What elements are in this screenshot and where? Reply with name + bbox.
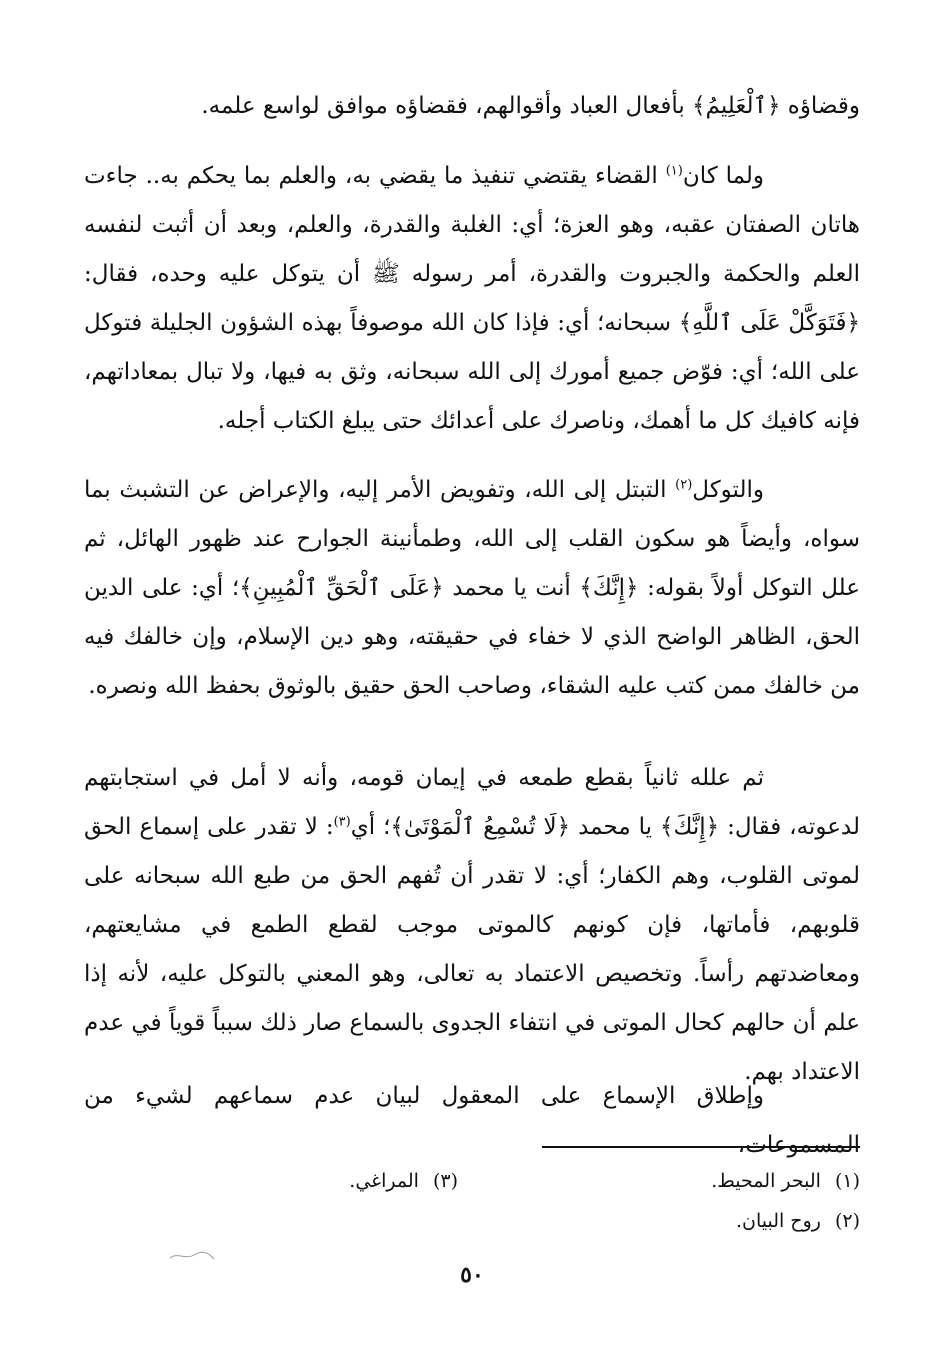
paragraph-3-text-start: والتوكل [692,477,764,503]
footnote-ref-3: (٣) [333,814,351,830]
paragraph-1-text: وقضاؤه ﴿ٱلْعَلِيمُ﴾ بأفعال العباد وأقوالهم، فقضاؤه موافق لواسع علمه. [201,93,860,119]
footnote-1-number: (١) [834,1170,860,1192]
paragraph-1 [84,82,860,131]
footnote-ref-2: (٢) [675,477,693,493]
paragraph-5 [84,1072,860,1170]
footnote-3 [349,1168,458,1194]
paragraph-2 [84,152,860,446]
footnote-1 [711,1168,860,1194]
footnote-3-number: (٣) [432,1170,458,1192]
footnote-3-text: المراغي. [349,1170,419,1192]
footnote-2-text: روح البيان. [735,1210,821,1232]
page-number: ٥٠ [460,1262,484,1288]
footnote-2 [736,1208,860,1234]
footnote-1-text: البحر المحيط. [711,1170,821,1192]
paragraph-2-text-start: ولما كان [682,163,764,189]
footnote-separator [542,1146,860,1148]
paragraph-2-text-rest: القضاء يقتضي تنفيذ ما يقضي به، والعلم بما يحكم به.. جاءت هاتان الصفتان عقبه، وهو العزة؛ أي: الغلبة والقدرة، والعلم، وبعد أن أثبت لنفسه العلم والحكمة والجبروت والقدرة، أمر رسوله ﷺ أن يتوكل عليه وحده، فقال: ﴿فَتَوَكَّلْ عَلَى ٱللَّهِ﴾ سبحانه؛ أي: فإذا كان الله موصوفاً بهذه الشؤون الجليلة فتوكل على الله؛ أي: فوّض جميع أمورك إلى الله سبحانه، وثق به فيها، ولا تبال بمعاداتهم، فإنه كافيك كل ما أهمك، وناصرك على أعدائك حتى يبلغ الكتاب أجله. [84,163,860,434]
paragraph-5-text: وإطلاق الإسماع على المعقول لبيان عدم سماعهم لشيء من المسموعات، [84,1083,860,1158]
paragraph-3-text-rest: التبتل إلى الله، وتفويض الأمر إليه، والإعراض عن التشبث بما سواه، وأيضاً هو سكون القلب إلى الله، وطمأنينة الجوارح عند ظهور الهائل، ثم علل التوكل أولاً بقوله: ﴿إِنَّكَ﴾ أنت يا محمد ﴿عَلَى ٱلْحَقِّ ٱلْمُبِينِ﴾؛ أي: على الدين الحق، الظاهر الواضح الذي لا خفاء في حقيقته، وهو دين الإسلام، وإن خالفك فيه من خالفك ممن كتب عليه الشقاء، وصاحب الحق حقيق بالوثوق بحفظ الله ونصره. [84,477,860,699]
paragraph-4 [84,754,860,1097]
footnote-2-number: (٢) [834,1210,860,1232]
paragraph-4-text-rest: : لا تقدر على إسماع الحق لموتى القلوب، وهم الكفار؛ أي: لا تقدر أن تُفهم الحق من طبع الله سبحانه على قلوبهم، فأماتها، فإن كونهم كالموتى موجب لقطع الطمع في مشايعتهم، ومعاضدتهم رأساً. وتخصيص الاعتماد به تعالى، وهو المعني بالتوكل عليه، لأنه إذا علم أن حالهم كحال الموتى في انتفاء الجدوى بالسماع صار ذلك سبباً قوياً في عدم الاعتداد بهم. [84,814,860,1085]
paragraph-4-text-start: ثم علله ثانياً بقطع طمعه في إيمان قومه، وأنه لا أمل في استجابتهم لدعوته، فقال: ﴿إِنَّكَ﴾ يا محمد ﴿لَا تُسْمِعُ ٱلْمَوْتَىٰ﴾؛ أي [84,765,861,840]
footnote-ref-1: (١) [665,163,683,179]
paragraph-3 [84,466,860,711]
